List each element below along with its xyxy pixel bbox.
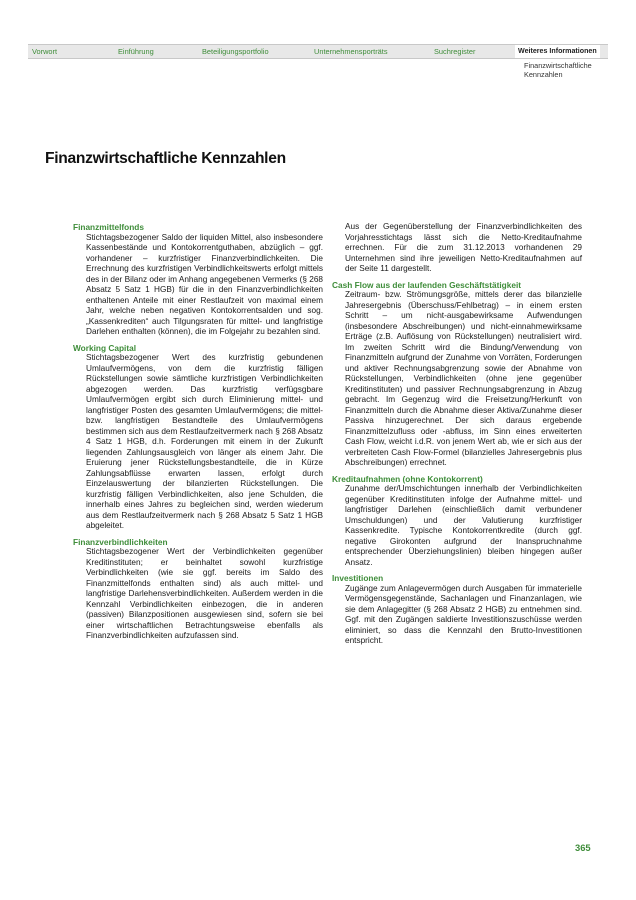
page-number: 365 xyxy=(575,842,591,853)
section-heading: Kreditaufnahmen (ohne Kontokorrent) xyxy=(332,473,483,484)
section-heading: Cash Flow aus der laufenden Geschäftstätigkeit xyxy=(332,279,522,290)
section-text: Aus der Gegenüberstellung der Finanzverbindlichkeiten des Vorjahresstichtags lässt sich die Netto-Kreditaufnahme errechnen. Für die zum 31.12.2013 vorhandenen 29 Unternehmen sind ihre jeweiligen Netto-Kreditaufnahmen auf der Seite 11 dargestellt. xyxy=(345,222,582,273)
section-text: Zeitraum- bzw. Strömungsgröße, mittels derer das bilanzielle Jahresergebnis (Überschuss/Fehlbetrag) – in einem ersten Schritt – um nicht-ausgabewirksame Aufwendungen (insbesondere Abschreibungen) und nicht-einnahmewirksame Erträge (z.B. Auflösung von Rückstellungen) neutralisiert wird. Im zweiten Schritt wird die Bindung/Verwendung von Finanzmitteln aufgrund der Zunahme von Vorräten, Forderungen und aktiver Rechnungsabgrenzung sowie der Abnahme von Rückstellungen, Verbindlichkeiten (ohne jene gegenüber Kreditinstituten) und passiver Rechnungsabgrenzung in Abzug gebracht. Im Gegenzug wird die Freisetzung/Herkunft von Finanzmitteln durch die Abnahme dieser Aktiva/Zunahme dieser Passiva hinzugerechnet. Der sich daraus ergebende Finanzmittelzufluss oder -abfluss, im Sinn eines erweiterten Cash Flow, weicht i.d.R. von jenem Wert ab, wie er sich aus der verbreiteten Cash Flow-Formel (bilanzielles Jahresergebnis plus Abschreibungen) errechnet. xyxy=(345,290,582,467)
section-cash-flow xyxy=(332,280,582,469)
subnav-line-1: Finanzwirtschaftliche xyxy=(524,61,592,70)
nav-item-beteiligungsportfolio[interactable]: Beteiligungsportfolio xyxy=(202,47,269,56)
section-kreditaufnahmen xyxy=(332,474,582,569)
section-heading: Finanzverbindlichkeiten xyxy=(73,536,168,547)
left-column xyxy=(73,222,323,642)
subnav-current-item[interactable] xyxy=(524,61,592,79)
nav-item-suchregister[interactable]: Suchregister xyxy=(434,47,476,56)
section-finanzverbindlichkeiten-continued xyxy=(332,222,582,275)
section-heading: Working Capital xyxy=(73,342,137,353)
section-text: Zugänge zum Anlagevermögen durch Ausgaben für immaterielle Vermögensgegenstände, Sachanlagen und Finanzanlagen, wie sie dem Anlagegitter (§ 268 Absatz 2 HGB) zu entnehmen sind. Ggf. mit den Zugängen saldierte Investitionszuschüsse werden eliminiert, so dass die Kennzahl den Brutto-Investitionen entspricht. xyxy=(345,583,582,645)
nav-item-einfuehrung[interactable]: Einführung xyxy=(118,47,154,56)
section-text: Stichtagsbezogener Saldo der liquiden Mittel, also insbesondere Kassenbestände und Kontokorrentguthaben, abzüglich – ggf. vorhandener – kurzfristiger Finanzverbindlichkeiten. Die Errechnung des kurzfristigen Verbindlichkeitswerts erfolgt mittels des in der Bilanz oder im Anhang angegebenen Vermerks (§ 268 Absatz 5 Satz 1 HGB) für die in den Finanzverbindlichkeiten enthaltenen Anteile mit einer Restlaufzeit von maximal einem Jahr, welche neben negativen Kontokorrentsalden und sog. „Kassenkrediten“ auch Tilgungsraten für mittel- und langfristige Darlehen enthalten (können), die im Folgejahr zu bezahlen sind. xyxy=(86,232,323,336)
nav-item-unternehmensportraets[interactable]: Unternehmensporträts xyxy=(314,47,388,56)
section-text: Zunahme der/Umschichtungen innerhalb der Verbindlichkeiten gegenüber Kreditinstituten infolge der Aufnahme mittel- und langfristiger Darlehen (einschließlich damit verbundener Umschuldungen) und der Valutierung kurzfristiger Kassenkredite. Typische Kontokorrentkredite (durch ggf. negative Girokonten aufgrund der Inanspruchnahme entsprechender Überziehungslinien) bleiben hingegen außer Ansatz. xyxy=(345,484,582,567)
section-text: Stichtagsbezogener Wert des kurzfristig gebundenen Umlaufvermögens, von dem die kurzfristig fälligen Rückstellungen sowie sämtliche kurzfristigen Verbindlichkeiten abgezogen werden. Das kurzfristig verfügsgbare Umlaufvermögen ergibt sich durch Eliminierung mittel- und langfristiger Posten des gesamten Umlaufvermögens; die mittel- bzw. langfristigen Bestandteile des Umlaufvermögens bestimmen sich aus dem Restlaufzeitvermerk nach § 268 Absatz 4 Satz 1 HGB, d.h. Forderungen mit einem in der Zukunft liegenden Zahlungsausgleich von länger als einem Jahr. Die Eruierung jener Rückstellungsbestandteile, die in Kürze Zahlungsabflüsse erwarten lassen, erfolgt durch Einzelauswertung der bilanzierten Rückstellungen. Die kurzfristig fälligen Verbindlichkeiten, also jene Schulden, die innerhalb eines Jahres zu begleichen sind, werden wiederum aus dem Restlaufzeitvermerk nach § 268 Absatz 5 Satz 1 HGB abgeleitet. xyxy=(86,353,323,530)
section-working-capital xyxy=(73,343,323,532)
top-navigation xyxy=(28,44,608,59)
section-finanzverbindlichkeiten xyxy=(73,537,323,642)
subnav-line-2: Kennzahlen xyxy=(524,70,563,79)
section-finanzmittelfonds xyxy=(73,222,323,338)
nav-item-weiteres-informationen[interactable]: Weiteres Informationen xyxy=(515,45,600,58)
section-heading: Investitionen xyxy=(332,573,384,583)
section-heading: Finanzmittelfonds xyxy=(73,222,144,232)
section-investitionen xyxy=(332,573,582,647)
nav-item-vorwort[interactable]: Vorwort xyxy=(32,47,58,56)
right-column xyxy=(332,222,582,647)
section-text: Stichtagsbezogener Wert der Verbindlichkeiten gegenüber Kreditinstituten; er beinhaltet sowohl kurzfristige Verbindlichkeiten (wie sie ggf. bereits im Saldo des Finanzmittelfonds enthalten sind) als auch mittel- und langfristige Darlehensverbindlichkeiten. Außerdem werden in die Kennzahl Verbindlichkeiten einbezogen, die in anderen (passiven) Bilanzpositionen ausgewiesen sind, sofern sie bei einer wirtschaftlichen Betrachtungsweise ebenfalls als Finanzverbindlichkeiten aufzufassen sind. xyxy=(86,547,323,640)
page-title: Finanzwirtschaftliche Kennzahlen xyxy=(45,150,286,167)
